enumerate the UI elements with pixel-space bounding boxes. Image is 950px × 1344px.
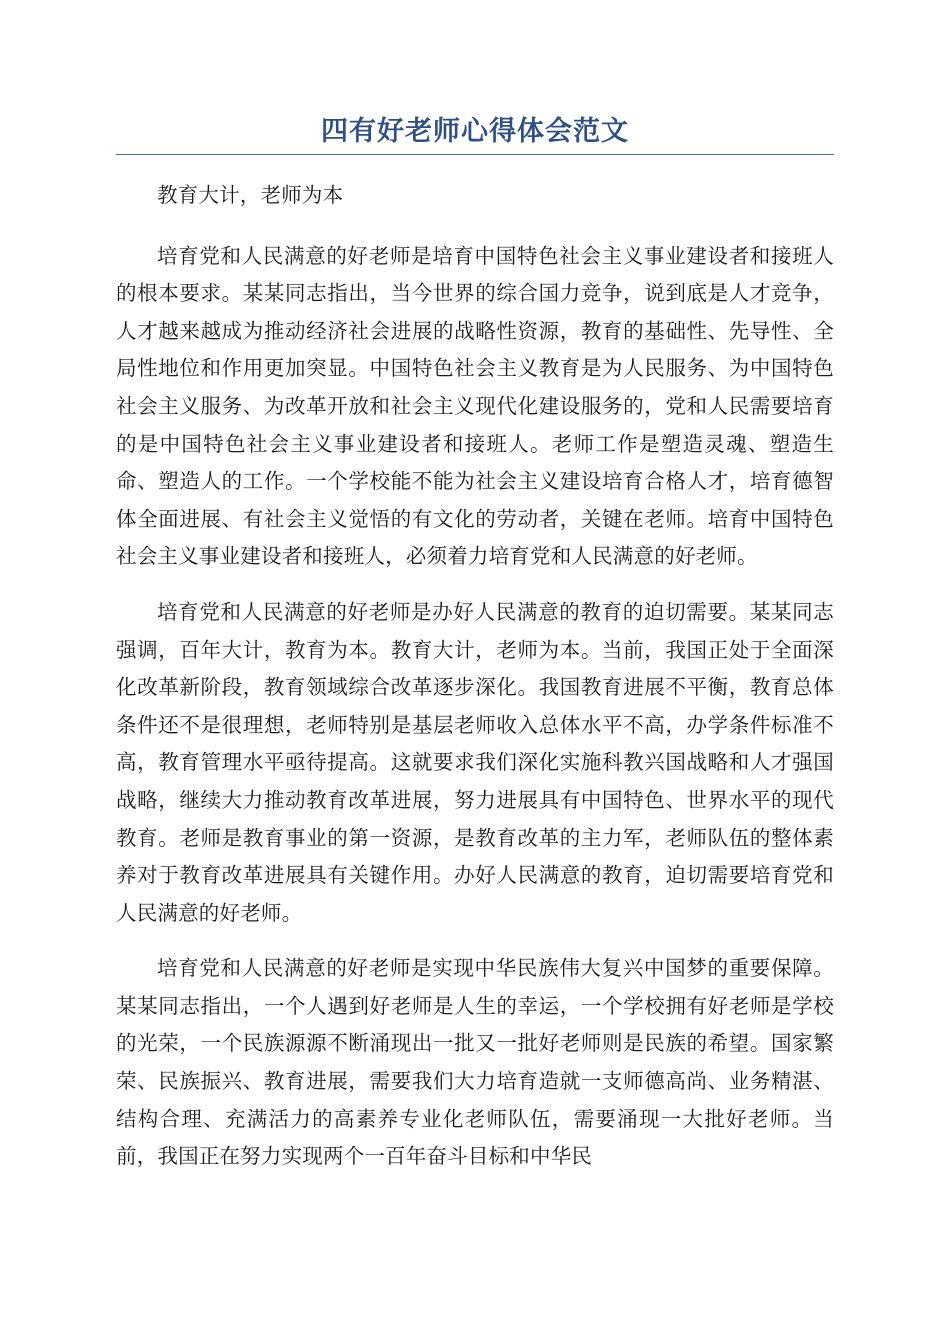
title-underline: [116, 154, 834, 155]
document-page: [116, 112, 834, 1194]
paragraph-3: 培育党和人民满意的好老师是实现中华民族伟大复兴中国梦的重要保障。某某同志指出，一个人遇到好老师是人生的幸运，一个学校拥有好老师是学校的光荣，一个民族源源不断涌现出一批又一批好老师则是民族的希望。国家繁荣、民族振兴、教育进展，需要我们大力培育造就一支师德高尚、业务精湛、结构合理、充满活力的高素养专业化老师队伍，需要涌现一大批好老师。当前，我国正在努力实现两个一百年奋斗目标和中华民: [116, 956, 834, 1169]
paragraph-lead: 教育大计，老师为本: [157, 183, 344, 207]
document-title: 四有好老师心得体会范文: [321, 116, 629, 147]
paragraph-1: 培育党和人民满意的好老师是培育中国特色社会主义事业建设者和接班人的根本要求。某某同志指出，当今世界的综合国力竞争，说到底是人才竞争，人才越来越成为推动经济社会进展的战略性资源，教育的基础性、先导性、全局性地位和作用更加突显。中国特色社会主义教育是为人民服务、为中国特色社会主义服务、为改革开放和社会主义现代化建设服务的，党和人民需要培育的是中国特色社会主义事业建设者和接班人。老师工作是塑造灵魂、塑造生命、塑造人的工作。一个学校能不能为社会主义建设培育合格人才，培育德智体全面进展、有社会主义觉悟的有文化的劳动者，关键在老师。培育中国特色社会主义事业建设者和接班人，必须着力培育党和人民满意的好老师。: [116, 243, 834, 569]
paragraph-2: 培育党和人民满意的好老师是办好人民满意的教育的迫切需要。某某同志强调，百年大计，教育为本。教育大计，老师为本。当前，我国正处于全面深化改革新阶段，教育领域综合改革逐步深化。我国教育进展不平衡，教育总体条件还不是很理想，老师特别是基层老师收入总体水平不高，办学条件标准不高，教育管理水平亟待提高。这就要求我们深化实施科教兴国战略和人才强国战略，继续大力推动教育改革进展，努力进展具有中国特色、世界水平的现代教育。老师是教育事业的第一资源，是教育改革的主力军，老师队伍的整体素养对于教育改革进展具有关键作用。办好人民满意的教育，迫切需要培育党和人民满意的好老师。: [116, 599, 834, 925]
